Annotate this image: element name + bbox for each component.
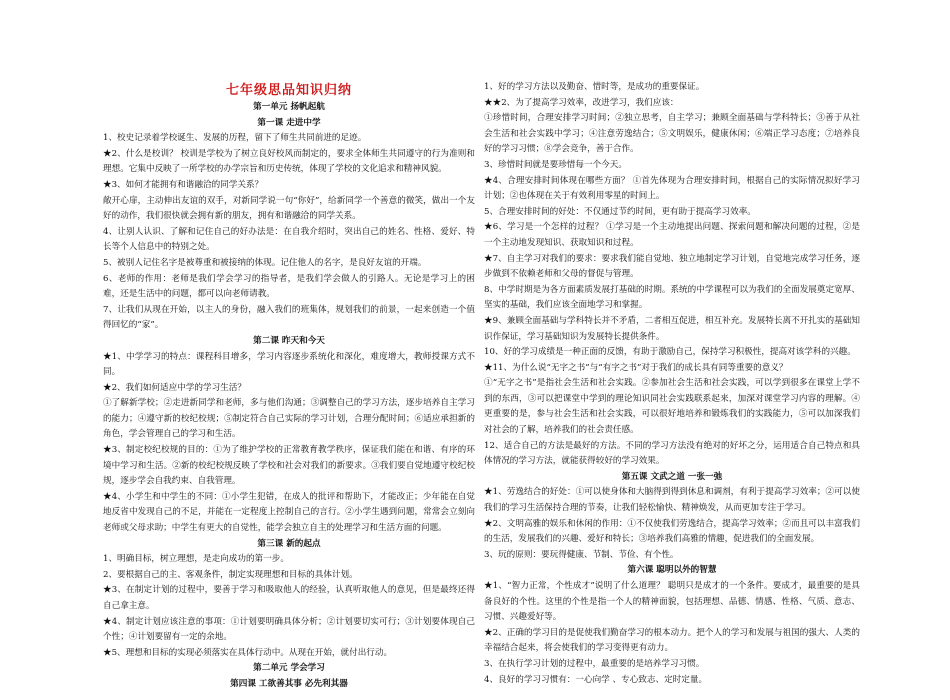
paragraph: 8、中学时期是为各方面素质发展打基础的时期。系统的中学课程可以为我们的全面发展奠定宽厚、坚实的基础，我们应该全面地学习和掌握。 [484,284,860,311]
lesson-heading: 第一课 走进中学 [257,117,321,128]
paragraph: 敞开心扉，主动伸出友谊的双手，对新同学说一句“你好”，给新同学一个善意的微笑，做出一个友好的动作，我们很快就会拥有新的朋友，拥有和谐融洽的同学关系。 [103,195,475,222]
paragraph: ★9、兼顾全面基础与学科特长并不矛盾，二者相互促进，相互补充。发展特长离不开扎实的基础知识作保证，学习基础知识为发展特长提供条件。 [484,315,860,342]
paragraph: 1、好的学习方法以及勤奋、惜时等，是成功的重要保证。 [484,82,705,92]
paragraph: 1、明确目标，树立理想，是走向成功的第一步。 [103,554,289,565]
paragraph: 10、好的学习成绩是一种正面的反馈，有助于激励自己，保持学习积极性，提高对该学科的兴趣。 [484,347,856,358]
paragraph: ★4、制定计划应该注意的事项：①计划要明确具体分析；②计划要切实可行；③计划要体现自己个性；④计划要留有一定的余地。 [103,616,475,643]
left-column [103,82,475,693]
paragraph: ①珍惜时间，合理安排学习时间；②独立思考，自主学习；兼顾全面基础与学科特长；③善于从社会生活和社会实践中学习；④注意劳逸结合；⑤文明娱乐，健康休闲；⑥端正学习态度；⑦培养良好的学习习惯；⑧学会竞争，善于合作。 [484,113,860,155]
paragraph: 3、在执行学习计划的过程中，最重要的是培养学习习惯。 [484,658,705,669]
paragraph: ★1、中学学习的特点：课程科目增多，学习内容逐步系统化和深化，难度增大，教师授课方式不同。 [103,351,475,378]
paragraph: 3、玩的原则：要玩得健康、节制、节俭、有个性。 [484,549,679,560]
paragraph: ★4、合理安排时间体现在哪些方面？ ①首先体现为合理安排时间，根据自己的实际情况拟好学习计划；②也体现在关于有效利用零星的时间上。 [484,175,860,202]
document-title: 七年级思品知识归纳 [225,83,352,98]
paragraph: ①“无字之书”是指社会生活和社会实践。②参加社会生活和社会实践，可以学到很多在课堂上学不到的东西，③可以把课堂中学到的理论知识同社会实践联系起来，加深对课堂学习内容的理解。④更重要的是，参与社会生活和社会实践，可以很好地培养和锻炼我们的实践能力，⑤可以加深我们对社会的了解，培养我们的社会责任感。 [484,378,860,436]
paragraph: ①了解新学校；②走进新同学和老师，多与他们沟通；③调整自己的学习方法，逐步培养自主学习的能力；④遵守新的校纪校规；⑤制定符合自己实际的学习计划，合理分配时间；⑥适应承担新的角色，学会管理自己的学习和生活。 [103,398,475,440]
paragraph: 4、良好的学习习惯有：一心向学 、专心致志、定时定量。 [484,674,708,685]
paragraph: ★1、“智力正常，个性成才”说明了什么道理？ 聪明只是成才的一个条件。要成才，最重要的是具备良好的个性。这里的个性是指一个人的精神面貌，包括理想、品德、情感、性格、气质、意志、习惯、兴趣爱好等。 [484,581,860,623]
paragraph: 5、合理安排时间的好处：不仅通过节约时间，更有助于提高学习效率。 [484,206,756,217]
paragraph: ★2、正确的学习目的是促使我们勤奋学习的根本动力。把个人的学习和发展与祖国的强大、人类的幸福结合起来，将会使我们的学习变得更有动力。 [484,627,860,654]
lesson-heading: 第二课 昨天和今天 [253,335,325,346]
paragraph: ★5、理想和目标的实现必须落实在具体行动中。从现在开始，就付出行动。 [103,647,393,658]
paragraph: ★6、学习是一个怎样的过程？ ①学习是一个主动地提出问题、探索问题和解决问题的过程，②是一个主动地发现知识、获取知识和过程。 [484,222,860,248]
paragraph: 12、适合自己的方法是最好的方法。不同的学习方法没有绝对的好坏之分，运用适合自己特点和具体情况的学习方法，就能获得较好的学习效果。 [484,440,860,467]
unit-heading: 第二单元 学会学习 [253,663,325,674]
left-column-body [103,100,475,693]
paragraph: 4、让别人认识、了解和记住自己的好办法是：在自我介绍时，突出自己的姓名、性格、爱好、特长等个人信息中的特别之处。 [103,226,475,253]
paragraph: 6、老师的作用：老师是我们学会学习的指导者，是我们学会做人的引路人。无论是学习上的困难，还是生活中的问题，都可以向老师请教。 [103,273,475,300]
lesson-heading: 第四课 工欲善其事 必先利其器 [230,678,348,689]
paragraph: ★2、文明高雅的娱乐和休闲的作用：①不仅使我们劳逸结合，提高学习效率；②而且可以丰富我们的生活，发展我们的兴趣、爱好和特长；③培养我们高雅的情趣，促进我们的全面发展。 [484,518,860,545]
paragraph: 7、让我们从现在开始，以主人的身份，融入我们的班集体，规划我们的前景，一起来创造一个值得回忆的“家”。 [103,304,475,331]
paragraph: 5、被别人记住名字是被尊重和被接纳的体现。记住他人的名字，是良好友谊的开端。 [103,257,427,268]
paragraph: ★4、小学生和中学生的不同：①小学生犯错，在成人的批评和帮助下，才能改正；少年能在自觉地反省中发现自己的不足，并能在一定程度上控制自己的言行。②小学生遇到问题，常常会立刻向老师或父母求助；中学生有更大的自觉性，能学会独立自主的处理学习和生活方面的问题。 [103,491,475,534]
lesson-heading: 第五课 文武之道 一张一弛 [621,471,723,482]
paragraph: ★11、为什么说“无字之书”与“有字之书”对于我们的成长具有同等重要的意义？ [484,362,788,373]
paragraph: ★3、在制定计划的过程中，要善于学习和吸取他人的经验，认真听取他人的意见，但是最终还得自己拿主意。 [103,585,475,611]
lesson-heading: 第六课 聪明以外的智慧 [627,565,717,576]
paragraph: ★3、制定校纪校规的目的：①为了维护学校的正常教育教学秩序，保证我们能在和谐、有序的环境中学习和生活。②新的校纪校规反映了学校和社会对我们的新要求。③我们要自觉地遵守校纪校规，逐步学会自我约束、自我管理。 [103,445,475,487]
paragraph: 3、珍惜时间就是要珍惜每一个今天。 [484,159,627,170]
paragraph: ★★2、为了提高学习效率，改进学习，我们应该： [484,97,679,108]
lesson-heading: 第三课 新的起点 [257,538,321,549]
paragraph: ★3、如何才能拥有和谐融洽的同学关系？ [103,179,264,190]
right-column-body [484,80,860,688]
paragraph: ★2、我们如何适应中学的学习生活？ [103,382,246,393]
right-column [484,80,860,688]
unit-heading: 第一单元 扬帆起航 [253,102,325,112]
paragraph: ★2、什么是校训？ 校训是学校为了树立良好校风而制定的，要求全体师生共同遵守的行为准则和理想。它集中反映了一所学校的办学宗旨和历史传统，体现了学校的文化追求和精神风貌。 [103,148,475,175]
paragraph: 1、校史记录着学校诞生、发展的历程，留下了师生共同前进的足迹。 [103,133,367,144]
paragraph: ★1、劳逸结合的好处：①可以使身体和大脑得到得到休息和调剂，有利于提高学习效率；②可以使我们的学习生活保持合理的节奏，让我们轻松愉快、精神焕发，从而更加专注于学习。 [484,487,860,514]
paragraph: ★7、自主学习对我们的要求：要求我们能自觉地、独立地制定学习计划，自觉地完成学习任务，逐步做到不依赖老师和父母的督促与管理。 [484,253,860,280]
paragraph: 2、要根据自己的主、客观条件，制定实现理想和目标的具体计划。 [103,569,358,580]
